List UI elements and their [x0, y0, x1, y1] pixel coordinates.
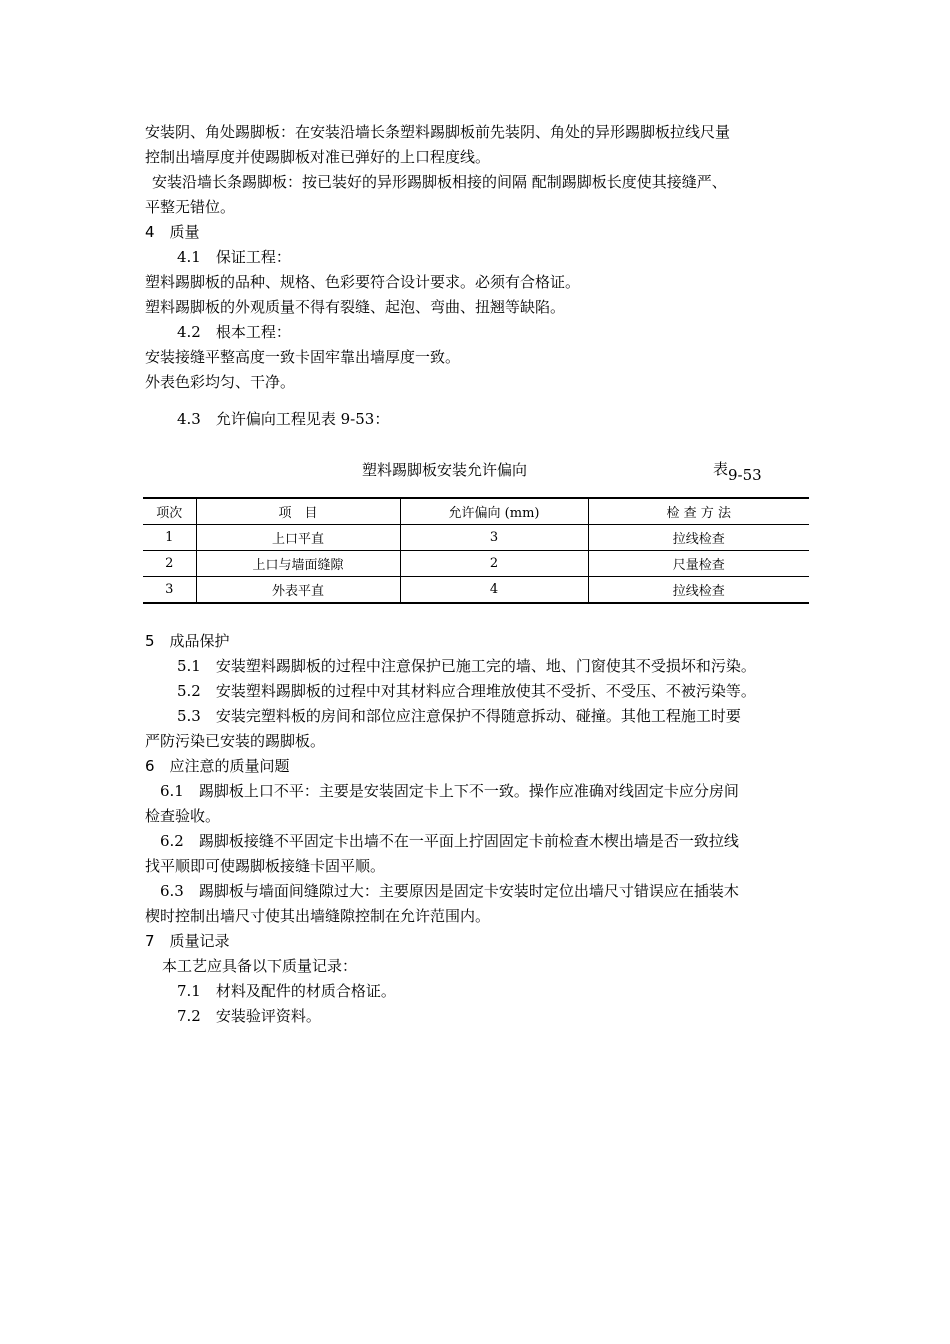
- paragraph-line: 安装沿墙长条踢脚板：按已装好的异形踢脚板相接的间隔 配制踢脚板长度使其接缝严、: [152, 173, 727, 191]
- table-caption: 塑料踢脚板安装允许偏向: [362, 461, 528, 479]
- paragraph-line: 安装接缝平整高度一致卡固牢靠出墙厚度一致。: [145, 348, 461, 366]
- table-row: [143, 577, 809, 604]
- paragraph-line: 5.2 安装塑料踢脚板的过程中对其材料应合理堆放使其不受折、不受压、不被污染等。: [177, 682, 756, 700]
- paragraph-line: 5.3 安装完塑料板的房间和部位应注意保护不得随意拆动、碰撞。其他工程施工时要: [177, 707, 741, 725]
- table-number: 9-53: [728, 466, 762, 484]
- subsection-heading: 4.1 保证工程：: [177, 248, 291, 266]
- paragraph-line: 本工艺应具备以下质量记录：: [162, 957, 358, 975]
- table-cell: 尺量检查: [588, 551, 809, 577]
- table-label: [713, 458, 762, 484]
- table-row: [143, 551, 809, 577]
- subsection-heading: 4.2 根本工程：: [177, 323, 291, 341]
- paragraph-line: 找平顺即可使踢脚板接缝卡固平顺。: [145, 857, 386, 875]
- paragraph-line: 7.1 材料及配件的材质合格证。: [177, 982, 396, 1000]
- table-cell: 4: [400, 577, 588, 604]
- section-heading-4: 4 质量: [145, 223, 200, 241]
- paragraph-line: 7.2 安装验评资料。: [177, 1007, 321, 1025]
- table-cell: 外表平直: [196, 577, 400, 604]
- table-cell: 上口与墙面缝隙: [196, 551, 400, 577]
- paragraph-line: 5.1 安装塑料踢脚板的过程中注意保护已施工完的墙、地、门窗使其不受损坏和污染。: [177, 657, 756, 675]
- paragraph-line: 6.3 踢脚板与墙面间缝隙过大：主要原因是固定卡安装时定位出墙尺寸错误应在插装木: [160, 882, 739, 900]
- paragraph-line: 楔时控制出墙尺寸使其出墙缝隙控制在允许范围内。: [145, 907, 491, 925]
- paragraph-line: 6.1 踢脚板上口不平：主要是安装固定卡上下不一致。操作应准确对线固定卡应分房间: [160, 782, 739, 800]
- table-cell: 3: [400, 525, 588, 551]
- table-header-cell: 项 目: [196, 498, 400, 525]
- table-row: [143, 525, 809, 551]
- table-cell: 拉线检查: [588, 577, 809, 604]
- paragraph-line: 严防污染已安装的踢脚板。: [145, 732, 326, 750]
- paragraph-line: 外表色彩均匀、干净。: [145, 373, 296, 391]
- paragraph-line: 塑料踢脚板的外观质量不得有裂缝、起泡、弯曲、扭翘等缺陷。: [145, 298, 566, 316]
- section-heading-7: 7 质量记录: [145, 932, 230, 950]
- paragraph-line: 控制出墙厚度并使踢脚板对准已弹好的上口程度线。: [145, 148, 491, 166]
- table-cell: 2: [400, 551, 588, 577]
- paragraph-line: 塑料踢脚板的品种、规格、色彩要符合设计要求。必须有合格证。: [145, 273, 581, 291]
- table-header-cell: 检 查 方 法: [588, 498, 809, 525]
- deviation-table: [143, 497, 809, 604]
- paragraph-line: 平整无错位。: [145, 198, 236, 216]
- section-heading-6: 6 应注意的质量问题: [145, 757, 290, 775]
- table-cell: 上口平直: [196, 525, 400, 551]
- table-cell: 拉线检查: [588, 525, 809, 551]
- paragraph-line: 安装阴、角处踢脚板：在安装沿墙长条塑料踢脚板前先装阴、角处的异形踢脚板拉线尺量: [145, 123, 731, 141]
- table-cell: 1: [143, 525, 196, 551]
- subsection-heading: 4.3 允许偏向工程见表 9-53：: [177, 410, 390, 428]
- paragraph-line: 6.2 踢脚板接缝不平固定卡出墙不在一平面上拧固固定卡前检查木楔出墙是否一致拉线: [160, 832, 739, 850]
- table-cell: 2: [143, 551, 196, 577]
- table-cell: 3: [143, 577, 196, 604]
- paragraph-line: 检查验收。: [145, 807, 221, 825]
- section-heading-5: 5 成品保护: [145, 632, 230, 650]
- table-header-cell: 项次: [143, 498, 196, 525]
- table-label-text: 表: [713, 460, 729, 478]
- table-header-row: [143, 498, 809, 525]
- table-header-cell: 允许偏向 (mm): [400, 498, 588, 525]
